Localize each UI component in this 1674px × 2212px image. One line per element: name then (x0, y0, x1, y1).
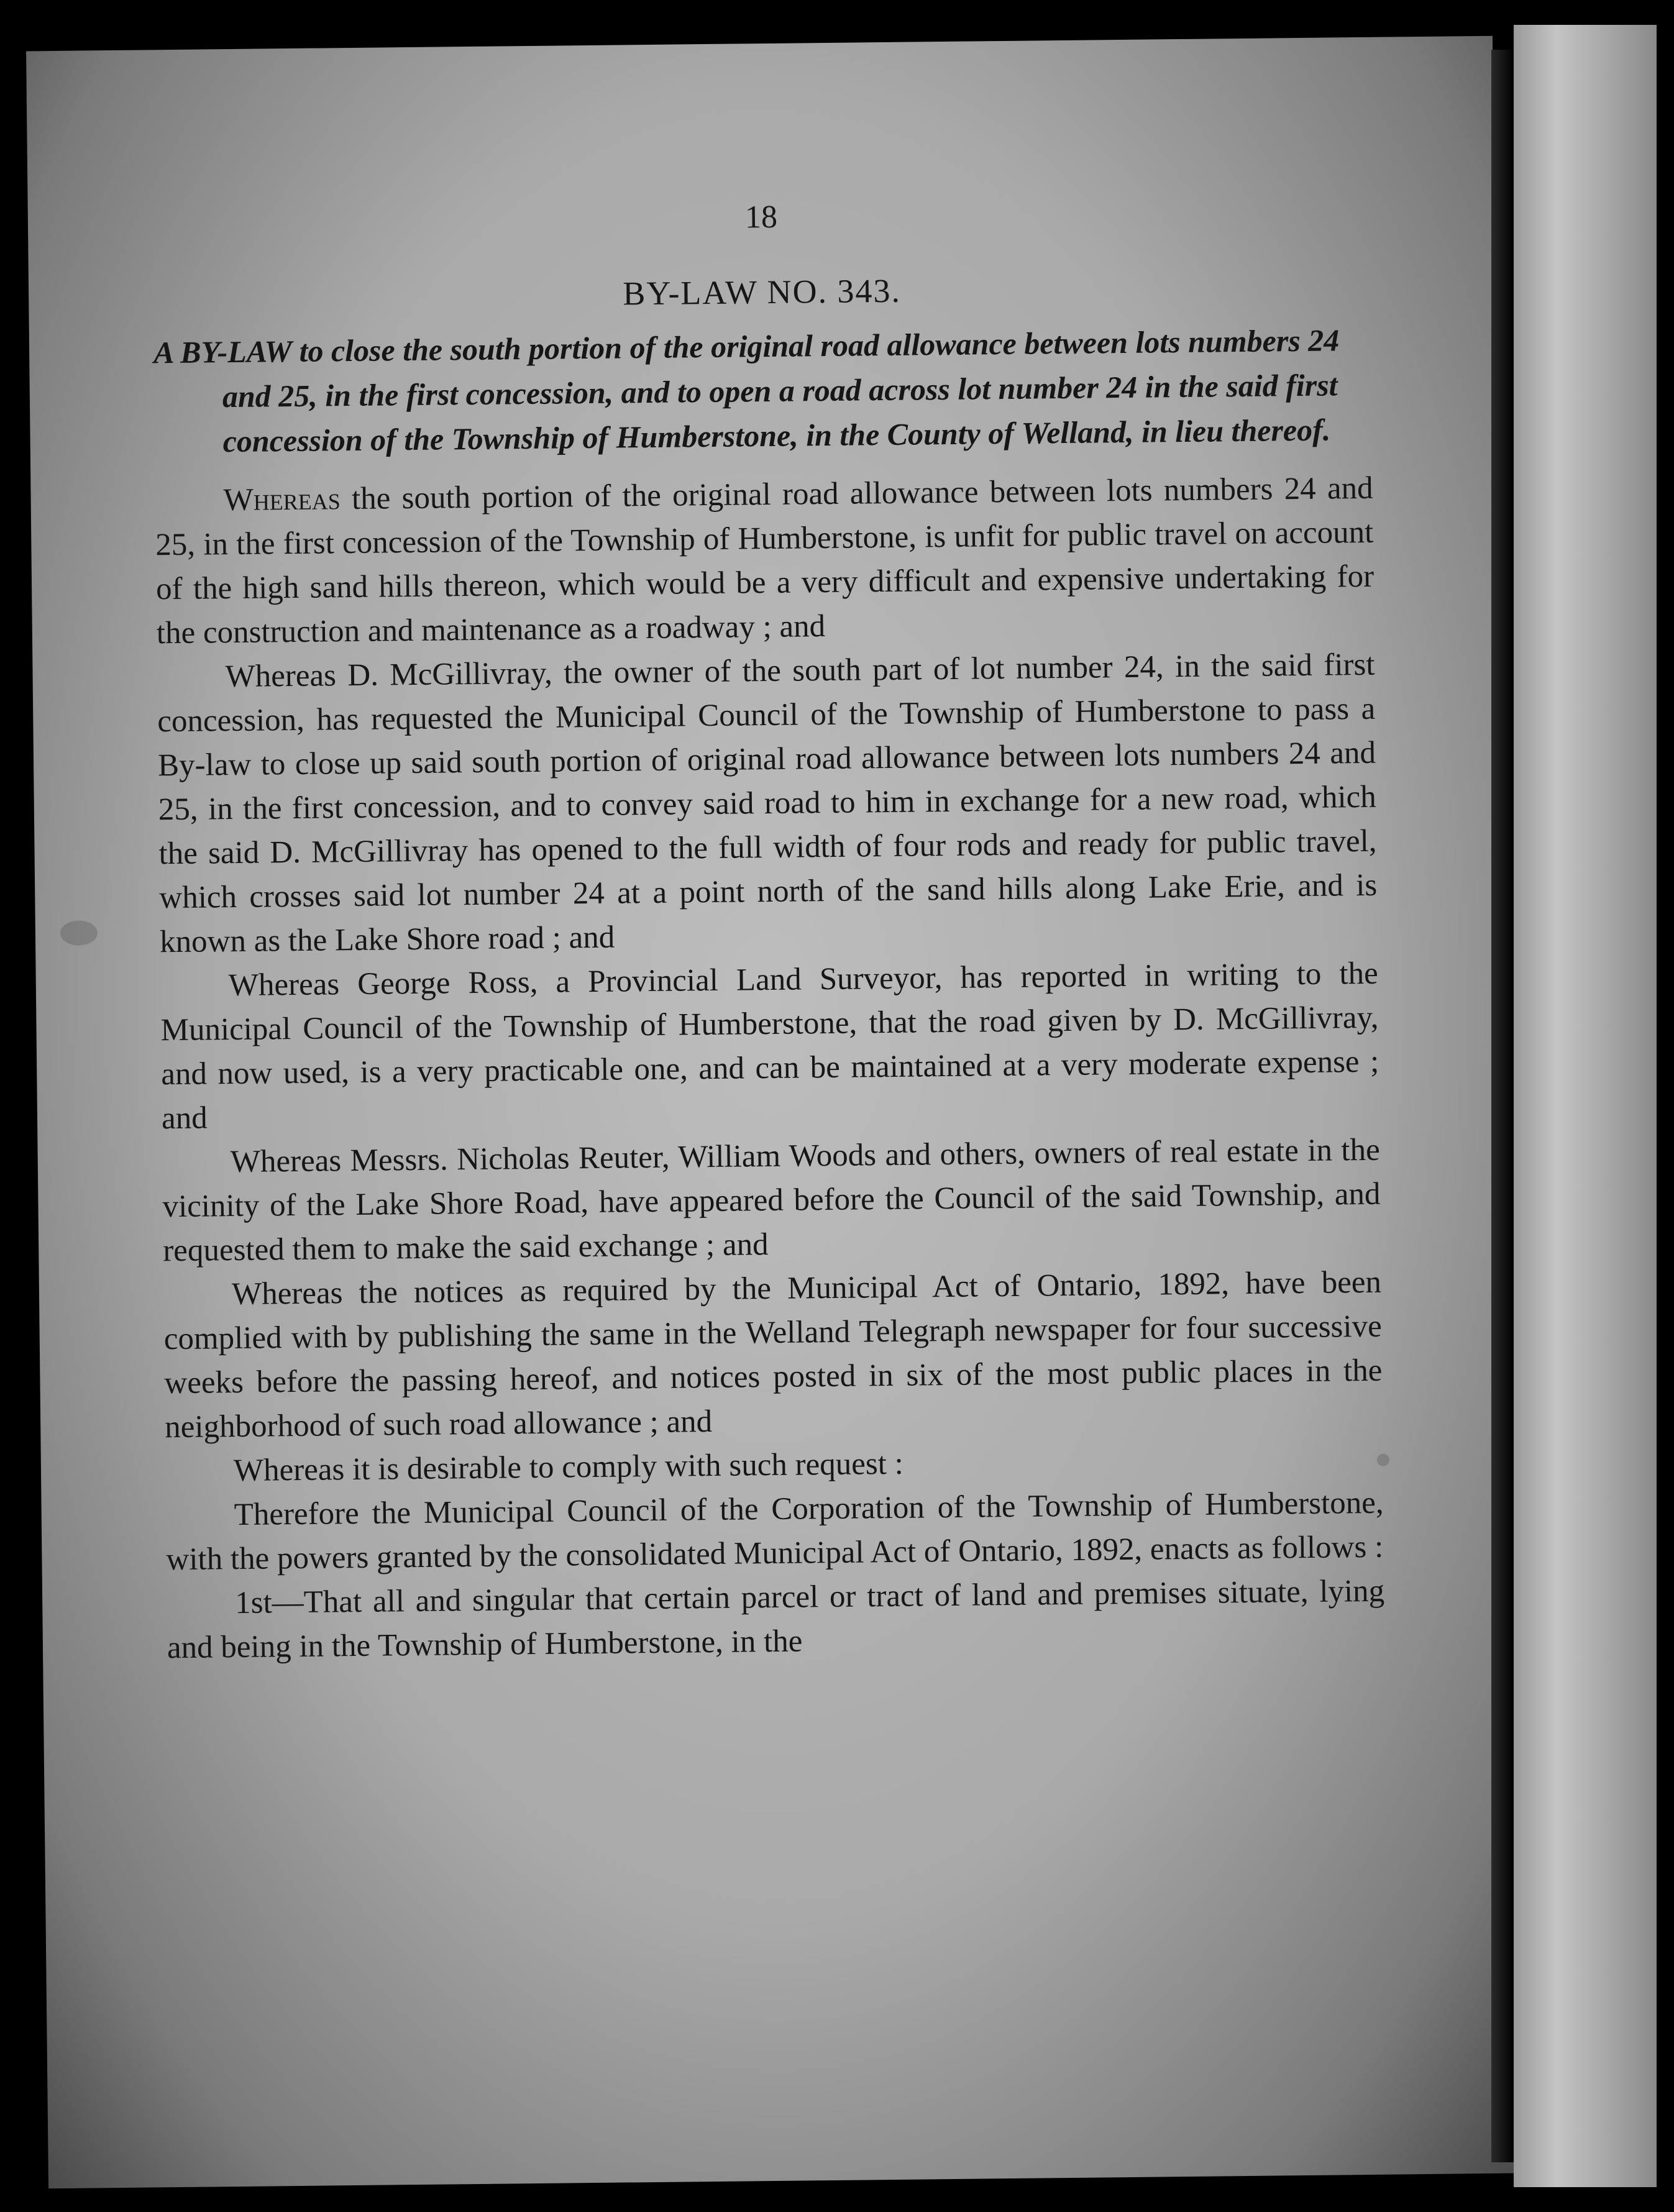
paragraph-4: Whereas Messrs. Nicholas Reuter, William Woods and others, owners of real estate in the vicinity of the Lake Shore Road, have appeared before the Council of the said Township, and requested them to make the said exchange ; and (162, 1132, 1381, 1269)
paragraph-1-rest: the south portion of the original road allowance between lots numbers 24 and 25, in the first concession of the Township of Humberstone, is unfit for public travel on account of the high sand hills thereon, which would be a very difficult and expensive undertaking for the construction and maintenance as a roadway ; and (155, 470, 1374, 651)
paragraph-5: Whereas the notices as required by the Municipal Act of Ontario, 1892, have been complied with by publishing the same in the Welland Telegraph newspaper for four successive weeks before the passing hereof, and notices posted in six of the most public places in the neighborhood of such road allowance ; and (163, 1264, 1383, 1445)
paragraph-1-lead: Whereas (223, 482, 341, 518)
paragraph-3: Whereas George Ross, a Provincial Land Surveyor, has reported in writing to the Municipal Council of the Township of Humberstone, that the road given by D. McGillivray, and now used, is a very practicable one, and can be maintained at a very moderate expense ; and (160, 956, 1379, 1136)
bylaw-title-lead: A BY-LAW (153, 334, 292, 370)
bylaw-heading: BY-LAW NO. 343. (623, 272, 902, 313)
page-gutter-shadow (1491, 50, 1514, 2162)
text-block (152, 193, 1386, 1670)
bylaw-title (153, 318, 1373, 465)
paragraph-1 (155, 467, 1374, 656)
paragraph-7: Therefore the Municipal Council of the Corporation of the Township of Humberstone, with the powers granted by the consolidated Municipal Act of Ontario, 1892, enacts as follows : (166, 1485, 1384, 1578)
paragraph-8: 1st—That all and singular that certain parcel or tract of land and premises situate, lying and being in the Township of Humberstone, in the (167, 1573, 1385, 1666)
bylaw-title-rest: to close the south portion of the original road allowance between lots numbers 24 and 25, in the first concession, and to open a road across lot number 24 in the said first concession of the Township of Humberstone, in the County of Welland, in lieu thereof. (222, 322, 1340, 459)
paragraph-6: Whereas it is desirable to comply with such request : (233, 1446, 904, 1489)
page-number: 18 (744, 199, 778, 235)
paragraph-2: Whereas D. McGillivray, the owner of the south part of lot number 24, in the said first concession, has requested the Municipal Council of the Township of Humberstone to pass a By-law to close up said south portion of original road allowance between lots numbers 24 and 25, in the first concession, and to convey said road to him in exchange for a new road, which the said D. McGillivray has opened to the full width of four rods and ready for public travel, which crosses said lot number 24 at a point north of the sand hills along Lake Erie, and is known as the Lake Shore road ; and (157, 647, 1378, 960)
paper-sheet (26, 36, 1515, 2189)
ink-smudge (60, 920, 98, 946)
adjacent-page-strip (1514, 25, 1657, 2187)
